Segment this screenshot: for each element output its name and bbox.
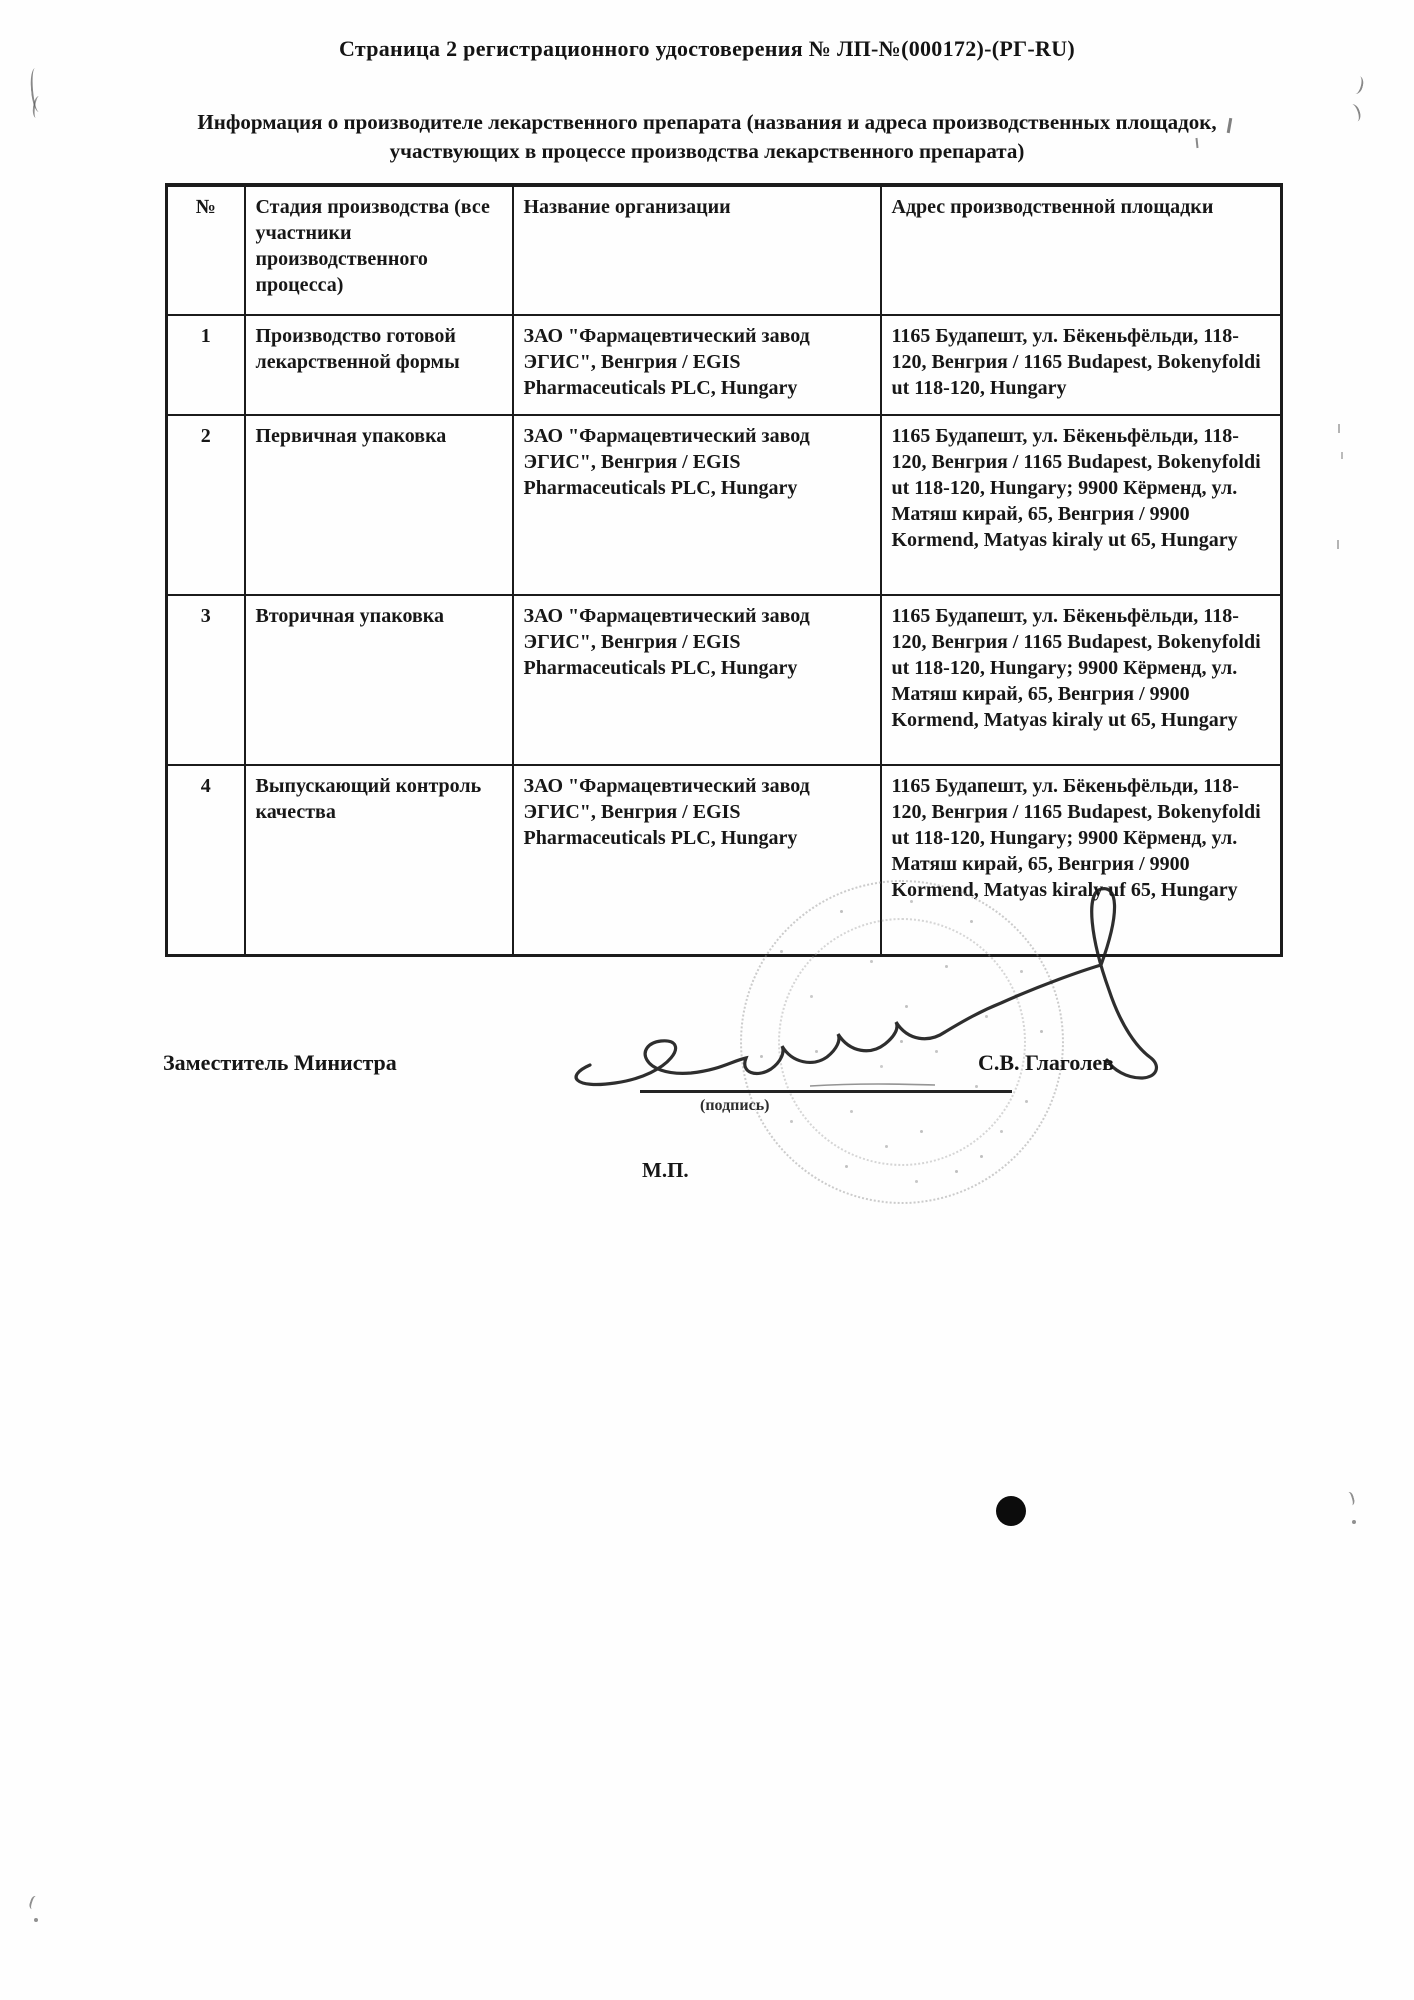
address-cell: 1165 Будапешт, ул. Бёкеньфёльди, 118-120, Венгрия / 1165 Budapest, Bokenyfoldi ut 118-120, Hungary; 9900 Кёрменд, ул. Матяш кирай, 65, Венгрия / 9900 Kormend, Matyas kiraly ut 65, Hungary	[881, 415, 1282, 595]
subtitle-line-1: Информация о производителе лекарственного препарата (названия и адреса производственных площадок,	[197, 110, 1217, 134]
handwritten-signature	[560, 880, 1200, 1120]
table-row	[167, 595, 1282, 765]
scan-artifact	[34, 1918, 38, 1922]
scan-artifact	[1341, 452, 1343, 459]
scan-artifact	[28, 1895, 42, 1911]
signer-title: Заместитель Министра	[163, 1050, 397, 1075]
table-header-row	[167, 185, 1282, 315]
signature-line	[640, 1090, 1012, 1093]
scan-artifact	[1342, 1491, 1355, 1507]
stage-cell: Выпускающий контроль качества	[245, 765, 513, 955]
scan-artifact	[1350, 75, 1365, 95]
punch-hole-mark	[996, 1496, 1026, 1526]
document-subtitle	[107, 108, 1307, 166]
col-header-number: №	[167, 185, 245, 315]
row-number-cell: 3	[167, 595, 245, 765]
col-header-stage: Стадия производства (все участники производственного процесса)	[245, 185, 513, 315]
signer-name: С.В. Глаголев	[978, 1050, 1115, 1075]
organization-cell: ЗАО "Фармацевтический завод ЭГИС", Венгрия / EGIS Pharmaceuticals PLC, Hungary	[513, 595, 881, 765]
table-row	[167, 315, 1282, 415]
stage-cell: Вторичная упаковка	[245, 595, 513, 765]
row-number-cell: 4	[167, 765, 245, 955]
table-row	[167, 415, 1282, 595]
scan-artifact	[1338, 424, 1340, 433]
stage-cell: Производство готовой лекарственной формы	[245, 315, 513, 415]
seal-caption: М.П.	[642, 1158, 689, 1182]
manufacturer-table	[165, 183, 1283, 957]
col-header-organization: Название организации	[513, 185, 881, 315]
address-cell: 1165 Будапешт, ул. Бёкеньфёльди, 118-120, Венгрия / 1165 Budapest, Bokenyfoldi ut 118-120, Hungary; 9900 Кёрменд, ул. Матяш кирай, 65, Венгрия / 9900 Kormend, Matyas kiraly ut 65, Hungary	[881, 595, 1282, 765]
scan-artifact	[1352, 1520, 1356, 1524]
page-header: Страница 2 регистрационного удостоверения № ЛП-№(000172)-(РГ-RU)	[338, 36, 1076, 61]
subtitle-line-2: участвующих в процессе производства лекарственного препарата)	[389, 139, 1025, 163]
address-cell: 1165 Будапешт, ул. Бёкеньфёльди, 118-120, Венгрия / 1165 Budapest, Bokenyfoldi ut 118-120, Hungary	[881, 315, 1282, 415]
row-number-cell: 1	[167, 315, 245, 415]
stage-cell: Первичная упаковка	[245, 415, 513, 595]
address-cell: 1165 Будапешт, ул. Бёкеньфёльди, 118-120, Венгрия / 1165 Budapest, Bokenyfoldi ut 118-120, Hungary; 9900 Кёрменд, ул. Матяш кирай, 65, Венгрия / 9900 Kormend, Matyas kiraly uf 65, Hungary	[881, 765, 1282, 955]
scan-artifact	[1346, 103, 1362, 124]
signature-caption: (подпись)	[700, 1097, 770, 1114]
row-number-cell: 2	[167, 415, 245, 595]
scan-artifact	[1337, 540, 1339, 549]
col-header-address: Адрес производственной площадки	[881, 185, 1282, 315]
organization-cell: ЗАО "Фармацевтический завод ЭГИС", Венгрия / EGIS Pharmaceuticals PLC, Hungary	[513, 765, 881, 955]
organization-cell: ЗАО "Фармацевтический завод ЭГИС", Венгрия / EGIS Pharmaceuticals PLC, Hungary	[513, 315, 881, 415]
organization-cell: ЗАО "Фармацевтический завод ЭГИС", Венгрия / EGIS Pharmaceuticals PLC, Hungary	[513, 415, 881, 595]
